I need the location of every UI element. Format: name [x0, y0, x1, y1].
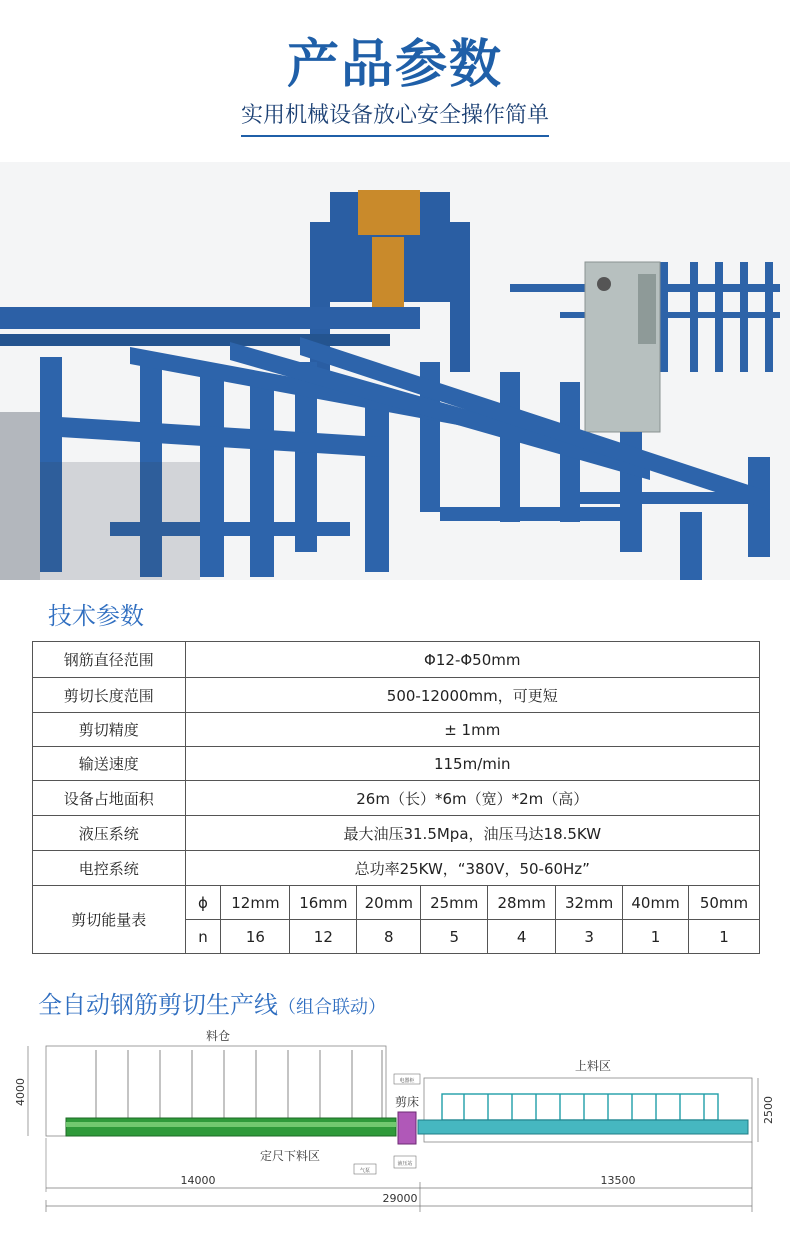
- spec-label: 钢筋直径范围: [33, 642, 186, 678]
- size-cell: 50mm: [689, 886, 760, 920]
- line-title-note: （组合联动）: [278, 997, 386, 1018]
- spec-label: 设备占地面积: [33, 781, 186, 816]
- size-cell: 28mm: [488, 886, 556, 920]
- dim-height-right: 2500: [762, 1096, 775, 1124]
- table-row: [33, 781, 760, 816]
- count-cell: 1: [623, 920, 689, 954]
- table-row: [33, 851, 760, 886]
- layout-drawing: [14, 1022, 778, 1222]
- spec-value: 500-12000mm，可更短: [185, 678, 759, 713]
- spec-value: 115m/min: [185, 747, 759, 781]
- n-label: n: [185, 920, 221, 954]
- spec-value: ± 1mm: [185, 713, 759, 747]
- label-hydraulic: 液压站: [397, 1161, 413, 1167]
- dim-left: 14000: [180, 1174, 216, 1187]
- line-section-title: [38, 985, 386, 1020]
- count-cell: 8: [357, 920, 421, 954]
- spec-value: 总功率25KW，“380V，50-60Hz”: [185, 851, 759, 886]
- table-row: [33, 678, 760, 713]
- tech-section-title: 技术参数: [48, 602, 144, 630]
- count-cell: 16: [221, 920, 290, 954]
- size-cell: 12mm: [221, 886, 290, 920]
- count-cell: 3: [556, 920, 623, 954]
- page-title: 产品参数: [286, 35, 503, 95]
- spec-label: 输送速度: [33, 747, 186, 781]
- label-gas: 气泵: [359, 1168, 371, 1174]
- table-row: [33, 816, 760, 851]
- size-cell: 16mm: [290, 886, 357, 920]
- spec-label: 液压系统: [33, 816, 186, 851]
- table-row: [33, 713, 760, 747]
- table-row: [33, 642, 760, 678]
- label-storage: 料仓: [205, 1029, 231, 1043]
- dim-height-left: 4000: [14, 1078, 27, 1106]
- capacity-label: 剪切能量表: [33, 886, 186, 954]
- size-cell: 40mm: [623, 886, 689, 920]
- size-cell: 20mm: [357, 886, 421, 920]
- dim-total: 29000: [382, 1192, 418, 1205]
- spec-value: Φ12-Φ50mm: [185, 642, 759, 678]
- phi-label: ϕ: [185, 886, 221, 920]
- page-subtitle: [0, 98, 790, 137]
- product-photo: [0, 162, 790, 580]
- count-cell: 4: [488, 920, 556, 954]
- count-cell: 5: [421, 920, 488, 954]
- size-cell: 25mm: [421, 886, 488, 920]
- table-row: [33, 747, 760, 781]
- spec-value: 最大油压31.5Mpa，油压马达18.5KW: [185, 816, 759, 851]
- label-discharge: 定尺下料区: [259, 1149, 321, 1163]
- size-cell: 32mm: [556, 886, 623, 920]
- label-feed: 上料区: [574, 1059, 612, 1073]
- line-title-main: 全自动钢筋剪切生产线: [38, 991, 278, 1019]
- spec-label: 电控系统: [33, 851, 186, 886]
- spec-label: 剪切长度范围: [33, 678, 186, 713]
- table-row: [33, 886, 760, 920]
- spec-label: 剪切精度: [33, 713, 186, 747]
- label-cabinet: 电器柜: [399, 1078, 415, 1084]
- spec-value: 26m（长）*6m（宽）*2m（高）: [185, 781, 759, 816]
- count-cell: 1: [689, 920, 760, 954]
- subtitle-text: 实用机械设备放心安全操作简单: [241, 98, 549, 137]
- label-shear: 剪床: [394, 1095, 420, 1109]
- count-cell: 12: [290, 920, 357, 954]
- dim-right: 13500: [600, 1174, 636, 1187]
- spec-table: [32, 641, 760, 954]
